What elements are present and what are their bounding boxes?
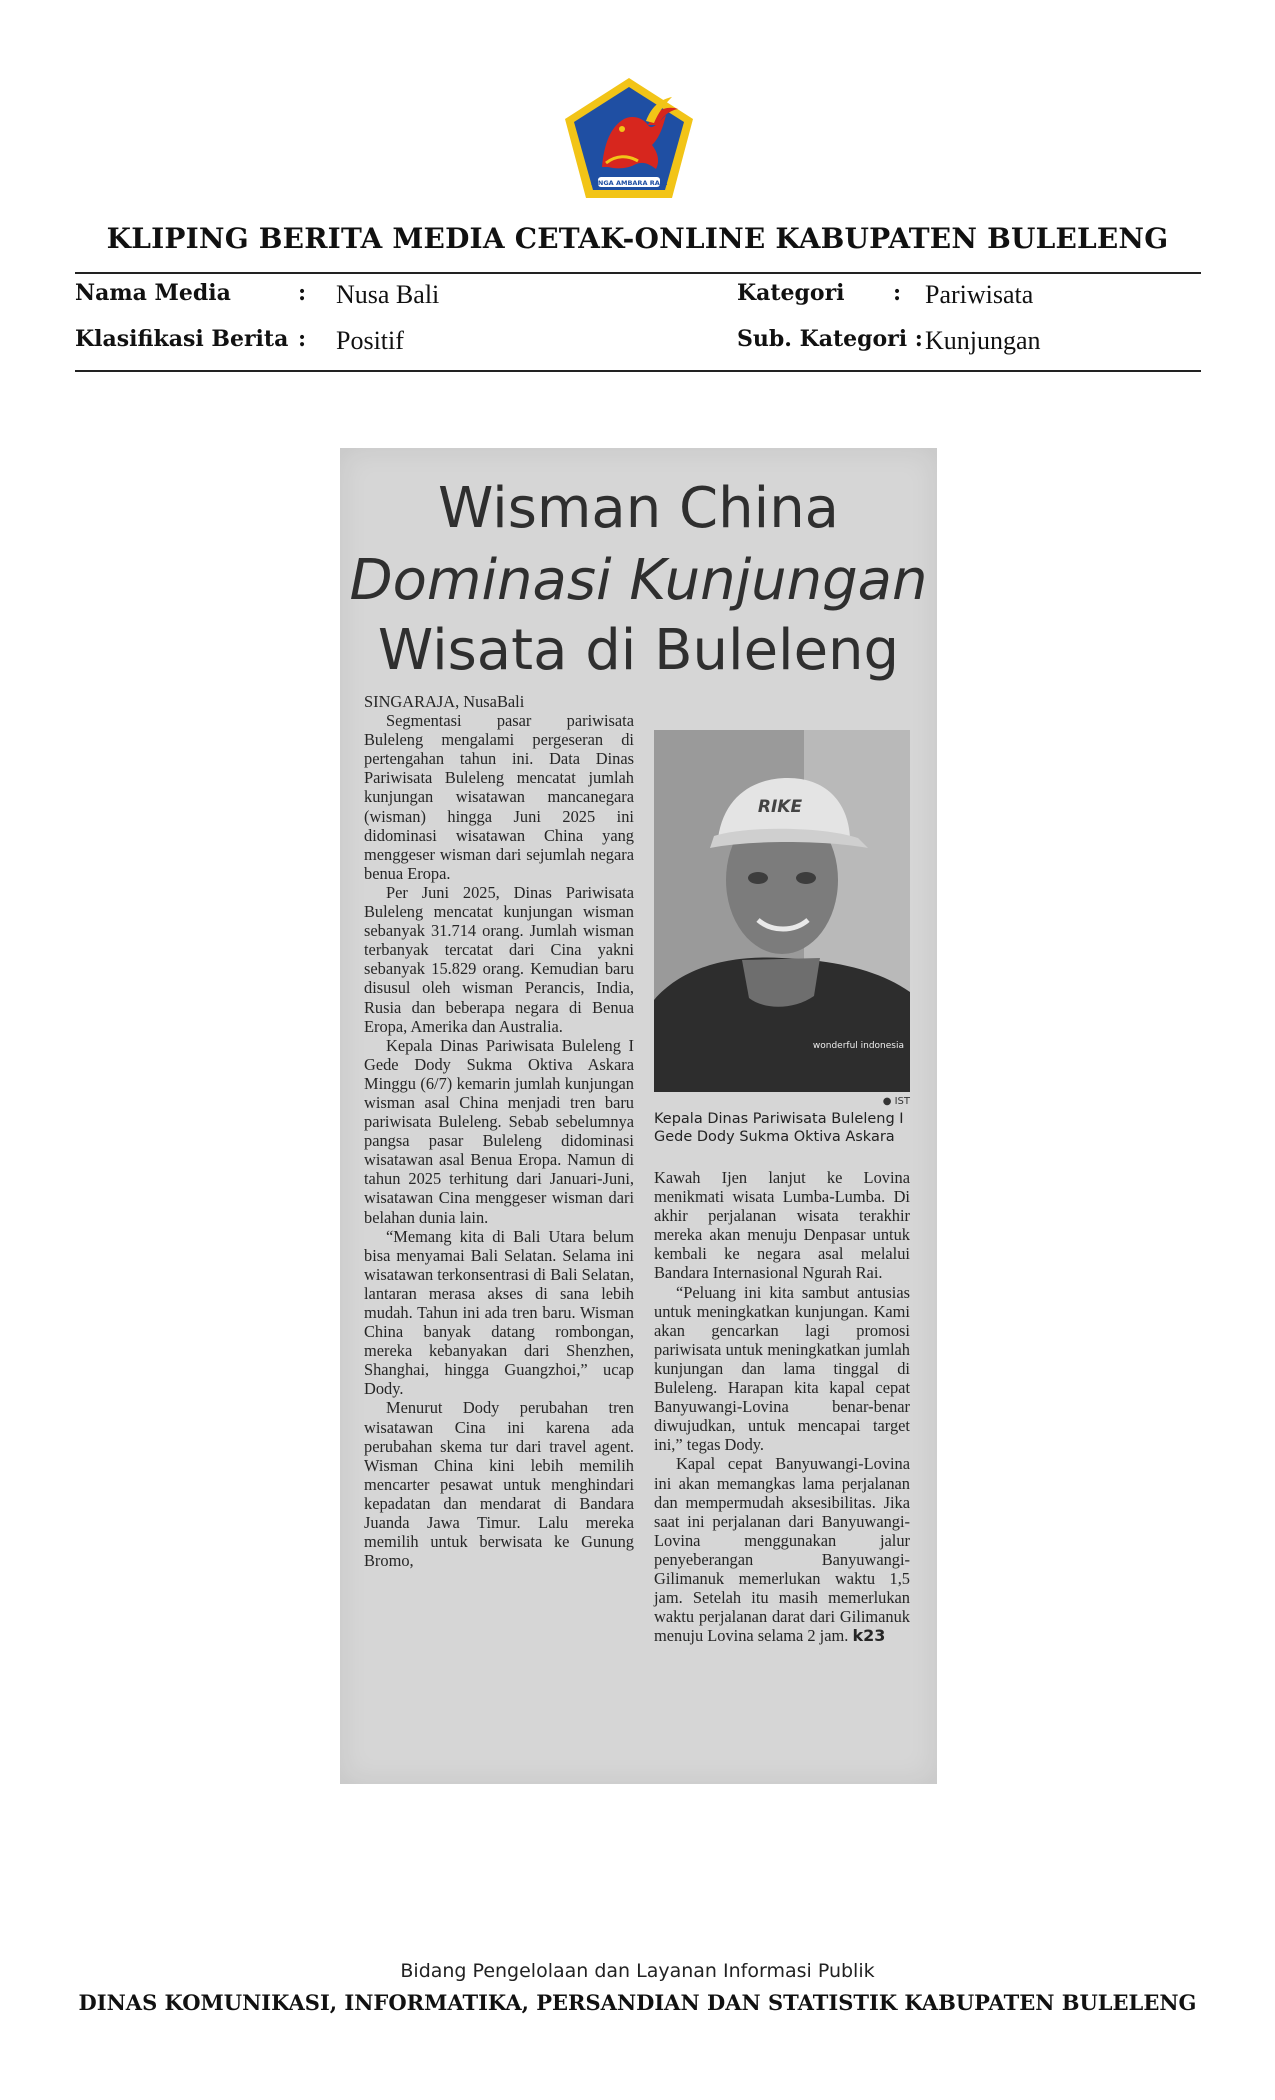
photo-caption: Kepala Dinas Pariwisata Buleleng I Gede Dody Sukma Oktiva Askara <box>654 1111 904 1145</box>
footer-agency: DINAS KOMUNIKASI, INFORMATIKA, PERSANDIAN DAN STATISTIK KABUPATEN BULELENG <box>78 1990 1197 2015</box>
footer-unit: Bidang Pengelolaan dan Layanan Informasi Publik <box>400 1960 875 1982</box>
article-paragraph <box>654 1454 910 1645</box>
dateline: SINGARAJA, NusaBali <box>364 692 525 711</box>
article-paragraph-text: Kapal cepat Banyuwangi-Lovina ini akan memangkas lama perjalanan dan mempermudah aksesibilitas. Jika saat ini perjalanan dari Banyuwangi-Lovina menggunakan jalur penyeberangan Banyuwangi-Gilimanuk memerlukan waktu 1,5 jam. Setelah itu masih memerlukan waktu perjalanan darat dari Gilimanuk menuju Lovina selama 2 jam. <box>654 1454 910 1646</box>
newspaper-clipping <box>340 448 937 1784</box>
nama-media-separator: : <box>298 280 307 306</box>
logo-text: SINGA AMBARA RAJA <box>590 179 668 187</box>
article-paragraph: “Peluang ini kita sambut antusias untuk meningkatkan kunjungan. Kami akan gencarkan lagi promosi pariwisata untuk meningkatkan jumlah kunjungan dan lama tinggal di Buleleng. Harapan kita kapal cepat Banyuwangi-Lovina benar-benar diwujudkan, untuk mencapai target ini,” tegas Dody. <box>654 1282 910 1455</box>
article-paragraph: Kepala Dinas Pariwisata Buleleng I Gede Dody Sukma Oktiva Askara Minggu (6/7) kemarin jumlah kunjungan wisman asal China menjadi tren baru pariwisata Buleleng. Sebab sebelumnya pangsa pasar Buleleng didominasi wisatawan asal Benua Eropa. Namun di tahun 2025 terhitung dari Januari-Juni, wisatawan Cina menggeser wisman dari belahan dunia lain. <box>364 1035 634 1227</box>
article-paragraph: Segmentasi pasar pariwisata Buleleng mengalami pergeseran di pertengahan tahun ini. Data Dinas Pariwisata Buleleng mencatat jumlah kunjungan wisatawan mancanegara (wisman) hingga Juni 2025 ini didominasi wisatawan China yang menggeser wisman dari sejumlah negara benua Eropa. <box>364 711 634 883</box>
page-title: KLIPING BERITA MEDIA CETAK-ONLINE KABUPATEN BULELENG <box>106 222 1169 255</box>
header-bottom-rule <box>75 370 1201 372</box>
article-column-left <box>364 692 634 1570</box>
singa-ambara-raja-crest-icon <box>562 75 696 201</box>
nama-media-label: Nama Media <box>75 280 231 306</box>
author-signature: k23 <box>852 1626 886 1646</box>
headline-line-3: Wisata di Buleleng <box>377 618 900 683</box>
portrait-photo-icon <box>654 730 910 1092</box>
kategori-label: Kategori <box>737 280 845 306</box>
article-paragraph: Per Juni 2025, Dinas Pariwisata Buleleng mencatat kunjungan wisman sebanyak 31.714 orang. Jumlah wisman terbanyak tercatat dari Cina yakni sebanyak 15.829 orang. Kemudian baru disusul oleh wisman Perancis, India, Rusia dan beberapa negara di Benua Eropa, Amerika dan Australia. <box>364 882 634 1036</box>
article-paragraph: Menurut Dody perubahan tren wisatawan Cina ini karena ada perubahan skema tur dari travel agent. Wisman China kini lebih memilih mencarter pesawat untuk menghindari kepadatan dan mendarat di Bandara Juanda Jawa Timur. Lalu mereka memilih untuk berwisata ke Gunung Bromo, <box>364 1398 634 1571</box>
kategori-separator: : <box>893 280 902 306</box>
article-column-right <box>654 1168 910 1645</box>
sub-kategori-label: Sub. Kategori : <box>737 326 923 352</box>
article-paragraph: Kawah Ijen lanjut ke Lovina menikmati wisata Lumba-Lumba. Di akhir perjalanan wisata terakhir mereka akan menuju Denpasar untuk kembali ke negara asal melalui Bandara Internasional Ngurah Rai. <box>654 1168 910 1283</box>
header-top-rule <box>75 272 1201 274</box>
klasifikasi-label: Klasifikasi Berita <box>75 326 289 352</box>
klasifikasi-separator: : <box>298 326 307 352</box>
photo-cap-text: RIKE <box>757 797 803 817</box>
article-paragraph: “Memang kita di Bali Utara belum bisa menyamai Bali Selatan. Selama ini wisatawan terkonsentrasi di Bali Selatan, lantaran merasa akses di sana lebih mudah. Tahun ini ada tren baru. Wisman China banyak datang rombongan, mereka kebanyakan dari Shenzhen, Shanghai, hingga Guangzhoi,” ucap Dody. <box>364 1226 634 1399</box>
nama-media-value: Nusa Bali <box>336 280 440 309</box>
kategori-value: Pariwisata <box>925 280 1034 309</box>
headline-line-2: Dominasi Kunjungan <box>349 548 928 613</box>
klasifikasi-value: Positif <box>336 326 404 355</box>
sub-kategori-value: Kunjungan <box>925 326 1041 355</box>
photo-credit: ● IST <box>882 1096 910 1107</box>
headline-line-1: Wisman China <box>438 476 839 541</box>
photo-watermark: wonderful indonesia <box>812 1041 904 1051</box>
